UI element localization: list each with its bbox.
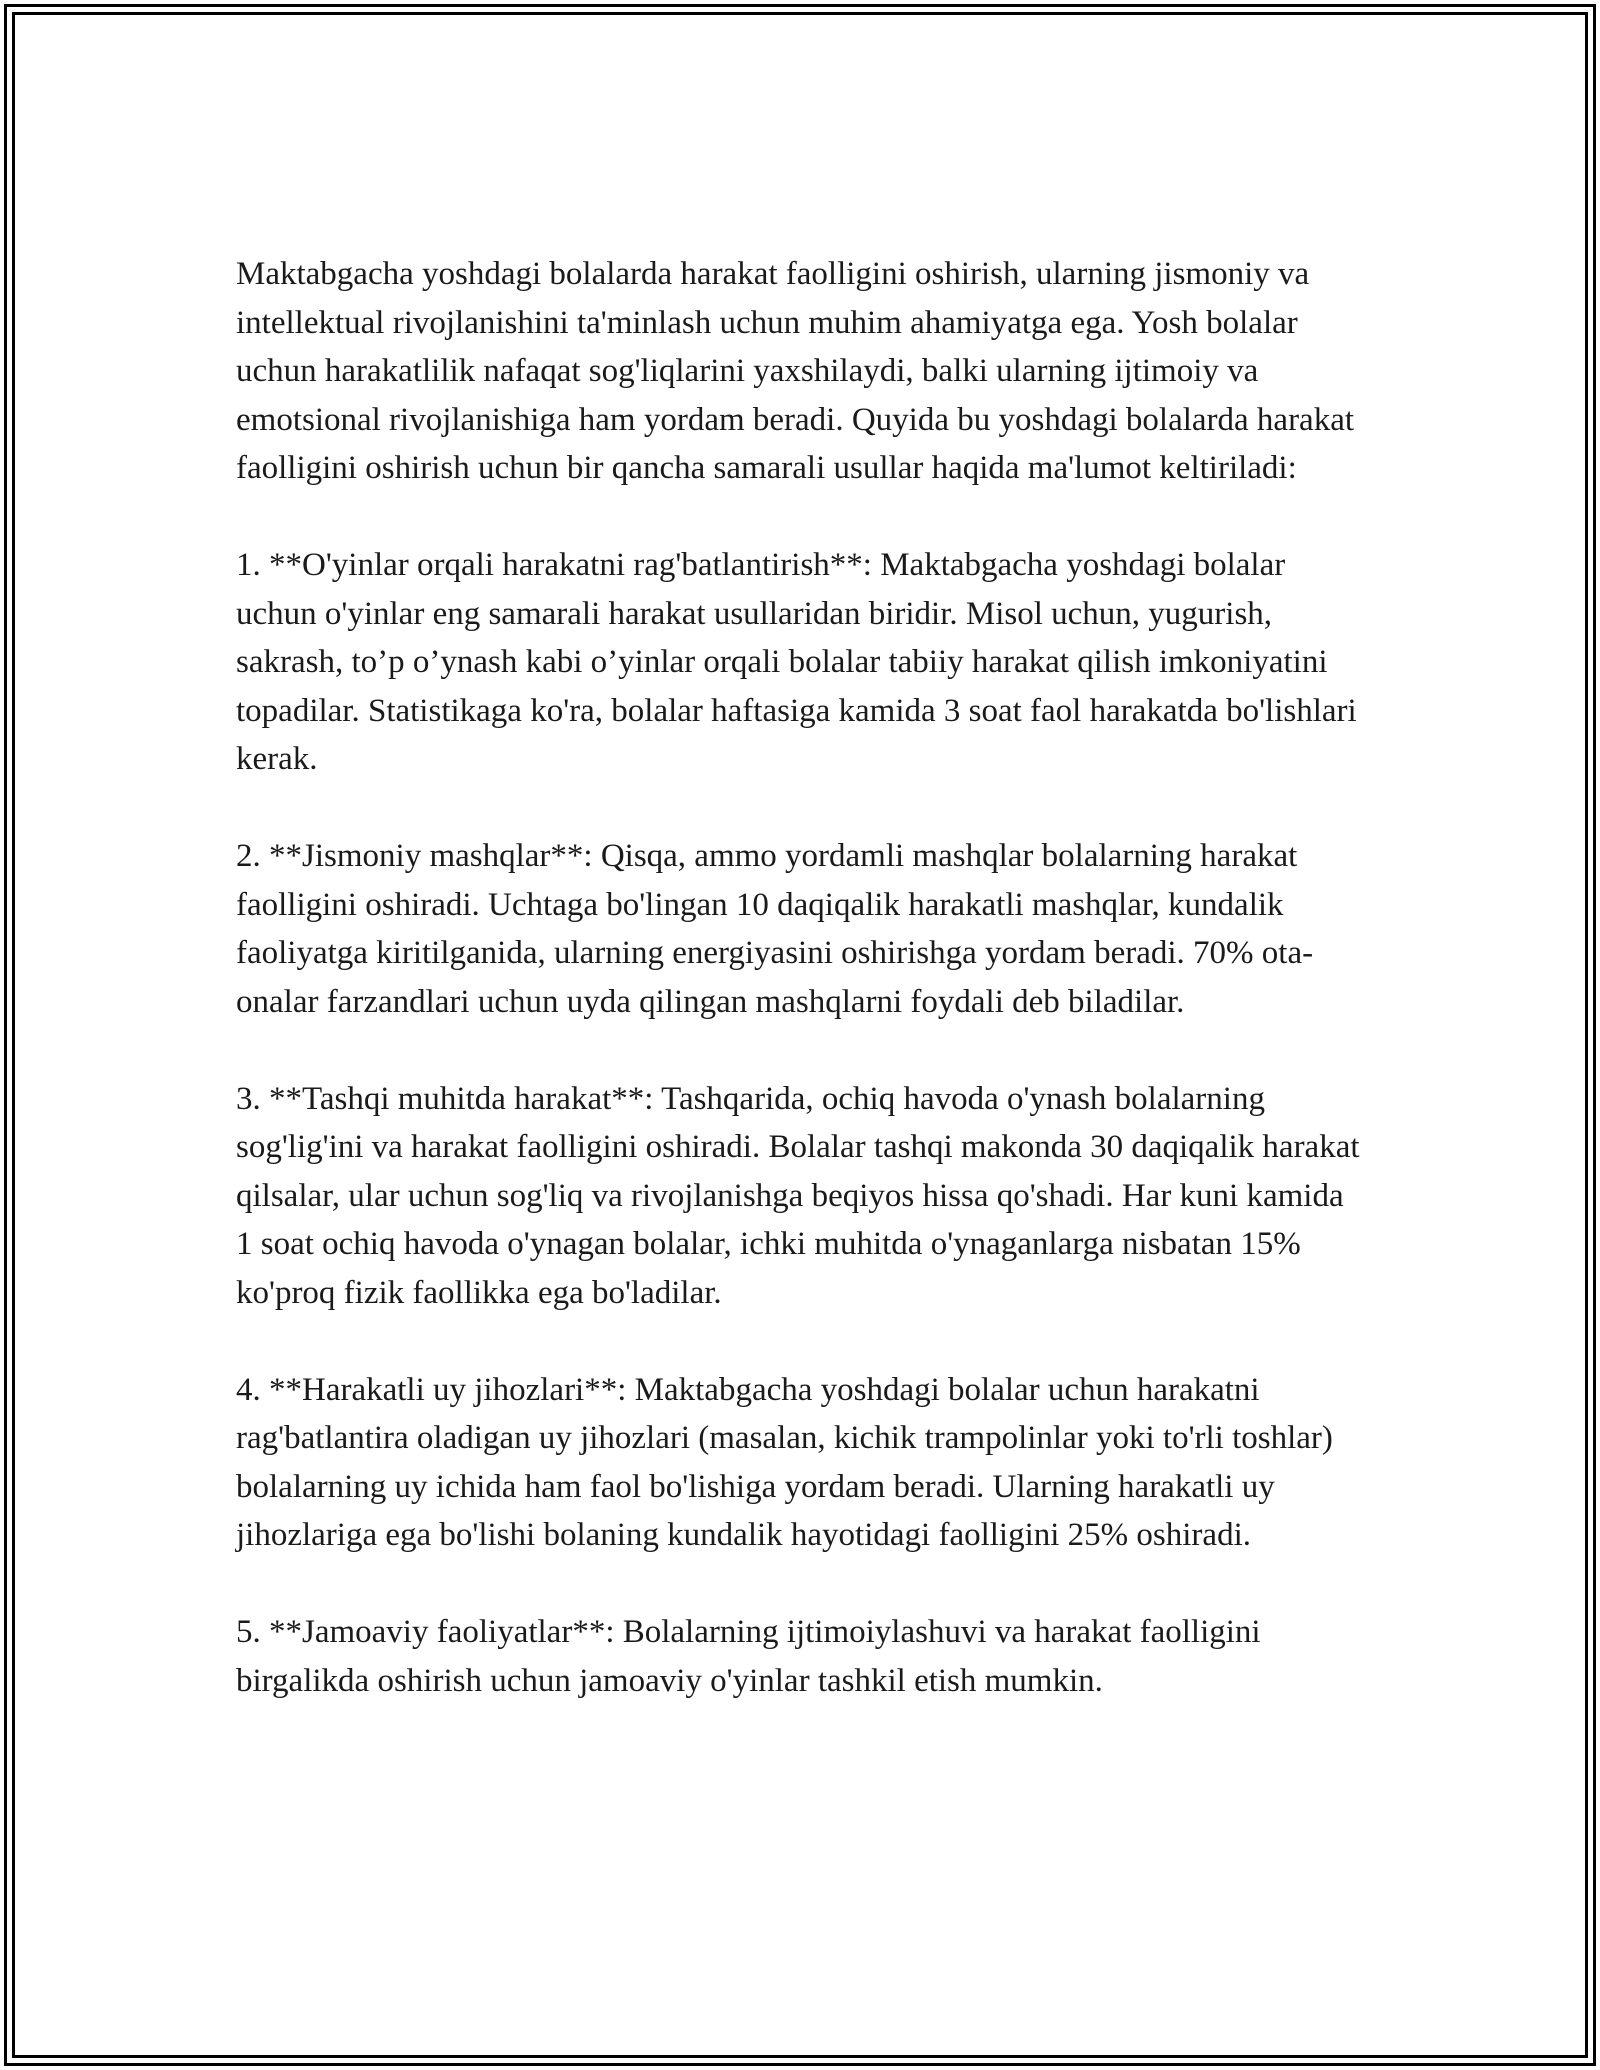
intro-paragraph: Maktabgacha yoshdagi bolalarda harakat faolligini oshirish, ularning jismoniy va intellektual rivojlanishini ta'minlash uchun muhim ahamiyatga ega. Yosh bolalar uchun harakatlilik nafaqat sog'liqlarini yaxshilaydi, balki ularning ijtimoiy va emotsional rivojlanishiga ham yordam beradi. Quyida bu yoshdagi bolalarda harakat faolligini oshirish uchun bir qancha samarali usullar haqida ma'lumot keltiriladi: [236, 256, 1355, 486]
list-item-games: 1. **O'yinlar orqali harakatni rag'batlantirish**: Maktabgacha yoshdagi bolalar uchun o'yinlar eng samarali harakat usullaridan biridir. Misol uchun, yugurish, sakrash, to’p o’ynash kabi o’yinlar orqali bolalar tabiiy harakat qilish imkoniyatini topadilar. Statistikaga ko'ra, bolalar haftasiga kamida 3 soat faol harakatda bo'lishlari kerak. [236, 547, 1357, 777]
list-item-group-activities: 5. **Jamoaviy faoliyatlar**: Bolalarning ijtimoiylashuvi va harakat faolligini birgalikda oshirish uchun jamoaviy o'yinlar tashkil etish mumkin. [236, 1614, 1261, 1699]
list-item-outdoor: 3. **Tashqi muhitda harakat**: Tashqarida, ochiq havoda o'ynash bolalarning sog'lig'ini va harakat faolligini oshiradi. Bolalar tashqi makonda 30 daqiqalik harakat qilsalar, ular uchun sog'liq va rivojlanishga beqiyos hissa qo'shadi. Har kuni kamida 1 soat ochiq havoda o'ynagan bolalar, ichki muhitda o'ynaganlarga nisbatan 15% ko'proq fizik faollikka ega bo'ladilar. [236, 1080, 1360, 1311]
list-item-exercises: 2. **Jismoniy mashqlar**: Qisqa, ammo yordamli mashqlar bolalarning harakat faolligini oshiradi. Uchtaga bo'lingan 10 daqiqalik harakatli mashqlar, kundalik faoliyatga kiritilganida, ularning energiyasini oshirishga yordam beradi. 70% ota-onalar farzandlari uchun uyda qilingan mashqlarni foydali deb biladilar. [236, 838, 1314, 1020]
document-body [236, 250, 1366, 1705]
list-item-furniture: 4. **Harakatli uy jihozlari**: Maktabgacha yoshdagi bolalar uchun harakatni rag'batlantira oladigan uy jihozlari (masalan, kichik trampolinlar yoki to'rli toshlar) bolalarning uy ichida ham faol bo'lishiga yordam beradi. Ularning harakatli uy jihozlariga ega bo'lishi bolaning kundalik hayotidagi faolligini 25% oshiradi. [236, 1371, 1333, 1553]
